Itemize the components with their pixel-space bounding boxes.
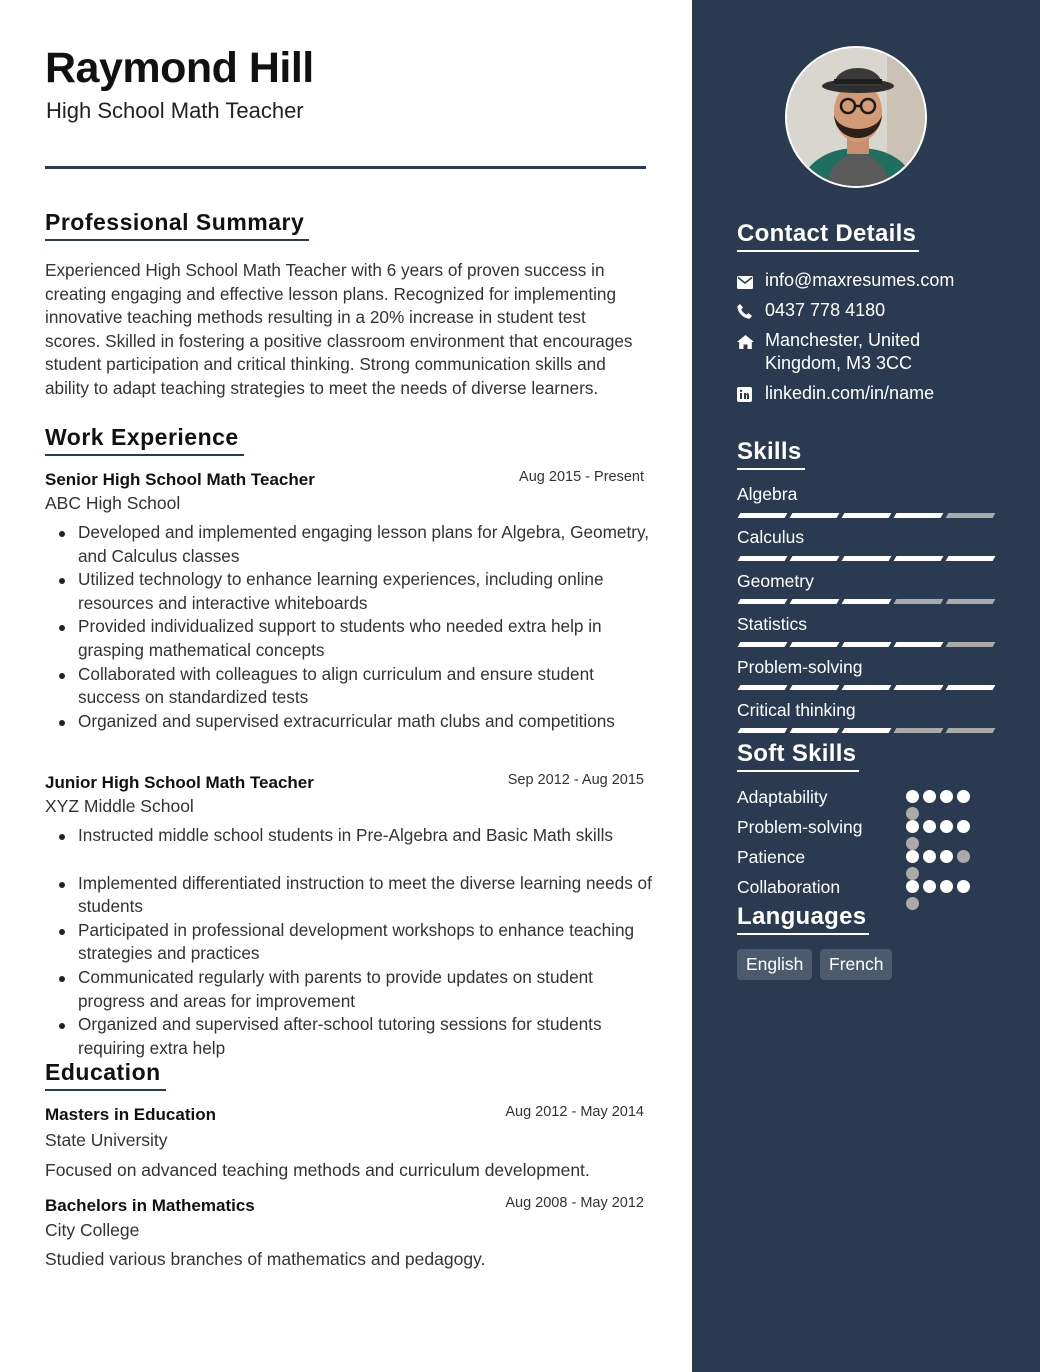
skill-level-segment [842,685,892,690]
address-line: Manchester, United [765,330,921,350]
skill-level-bar [739,642,994,647]
skill-level-segment [894,513,944,518]
education-heading: Education [45,1059,166,1091]
skill-level-segment [790,685,840,690]
rating-dot [940,880,953,893]
header-divider [45,166,646,169]
rating-dot [906,790,919,803]
degree-dates: Aug 2012 - May 2014 [505,1104,644,1120]
job-bullet: Organized and supervised after-school tutoring sessions for students requiring extra help [78,1013,653,1060]
job-bullet: Utilized technology to enhance learning experiences, including online resources and interactive whiteboards [78,568,653,615]
contact-phone-text: 0437 778 4180 [765,300,886,320]
skill-level-segment [738,513,788,518]
summary-text: Experienced High School Math Teacher with 6 years of proven success in creating engaging and effective lesson plans. Recognized for implementing innovative teaching methods resulting in a 20% increase in student test scores. Skilled in fostering a positive classroom environment that encourages student participation and critical thinking. Strong communication skills and ability to adapt teaching strategies to meet the needs of diverse learners. [45,260,633,398]
soft-skill-rating [906,820,978,850]
job-title: Junior High School Math Teacher [45,773,314,792]
skill-level-bar [739,728,994,733]
job-bullets [78,521,653,733]
skill-level-segment [946,642,996,647]
skill-level-segment [790,728,840,733]
rating-dot [923,820,936,833]
contact-phone[interactable] [737,299,885,325]
home-icon [737,329,765,355]
rating-dot [906,820,919,833]
envelope-icon [737,269,765,295]
rating-dot [906,807,919,820]
soft-skill-name: Adaptability [737,787,828,807]
degree-description: Focused on advanced teaching methods and curriculum development. [45,1160,590,1180]
experience-heading: Work Experience [45,424,244,456]
skill-level-segment [946,685,996,690]
soft-skill-rating [906,850,978,880]
candidate-name: Raymond Hill [45,44,314,92]
contact-email-text: info@maxresumes.com [765,270,955,290]
skill-level-segment [946,556,996,561]
skill-level-segment [894,599,944,604]
job-title: Senior High School Math Teacher [45,470,315,489]
skill-level-segment [790,599,840,604]
soft-skill-rating [906,790,978,820]
language-chip: French [820,949,892,980]
soft-skill-name: Patience [737,847,806,867]
skill-name: Problem-solving [737,657,863,677]
skill-level-segment [842,728,892,733]
skill-level-segment [738,728,788,733]
contact-address [737,329,920,375]
contact-heading: Contact Details [737,220,919,252]
job-bullet: Communicated regularly with parents to provide updates on student progress and areas for improvement [78,966,653,1013]
soft-skill-rating [906,880,978,910]
contact-email[interactable] [737,269,954,295]
rating-dot [957,820,970,833]
skill-level-bar [739,599,994,604]
skill-level-segment [842,556,892,561]
degree-dates: Aug 2008 - May 2012 [505,1195,644,1211]
skill-level-segment [738,642,788,647]
skill-level-bar [739,685,994,690]
skill-level-bar [739,556,994,561]
summary-heading: Professional Summary [45,209,309,241]
job-bullet: Collaborated with colleagues to align curriculum and ensure student success on standardized tests [78,663,653,710]
rating-dot [906,867,919,880]
rating-dot [940,850,953,863]
address-line: Kingdom, M3 3CC [765,353,913,373]
skill-level-segment [842,513,892,518]
soft-skill-name: Collaboration [737,877,841,897]
language-chip: English [737,949,812,980]
contact-linkedin-text: linkedin.com/in/name [765,383,935,403]
job-bullet: Organized and supervised extracurricular math clubs and competitions [78,710,653,734]
rating-dot [906,837,919,850]
rating-dot [940,790,953,803]
skill-level-segment [894,685,944,690]
rating-dot [906,850,919,863]
profile-photo [785,46,927,188]
job-employer: XYZ Middle School [45,796,194,816]
skill-level-bar [739,513,994,518]
rating-dot [906,897,919,910]
job-employer: ABC High School [45,493,181,513]
soft-skills-heading: Soft Skills [737,740,859,772]
job-bullets [78,824,653,1060]
job-dates: Aug 2015 - Present [519,469,644,485]
school-name: State University [45,1130,168,1150]
contact-address-text [765,329,920,375]
skill-name: Critical thinking [737,700,856,720]
skill-level-segment [738,556,788,561]
job-bullet: Provided individualized support to students who needed extra help in grasping mathematical concepts [78,615,653,662]
rating-dot [923,790,936,803]
skill-name: Algebra [737,484,798,504]
job-bullet: Instructed middle school students in Pre-Algebra and Basic Math skills [78,824,653,848]
skill-level-segment [894,728,944,733]
job-bullet: Implemented differentiated instruction to meet the diverse learning needs of students [78,872,653,919]
skill-level-segment [946,599,996,604]
skill-name: Calculus [737,527,805,547]
degree-title: Bachelors in Mathematics [45,1196,255,1215]
skill-level-segment [738,685,788,690]
rating-dot [906,880,919,893]
skill-level-segment [842,642,892,647]
soft-skill-name: Problem-solving [737,817,863,837]
skill-level-segment [738,599,788,604]
school-name: City College [45,1220,140,1240]
skill-level-segment [842,599,892,604]
skill-level-segment [894,556,944,561]
languages-heading: Languages [737,903,869,935]
skill-level-segment [790,642,840,647]
skills-heading: Skills [737,438,805,470]
contact-linkedin[interactable] [737,382,934,408]
skill-level-segment [946,513,996,518]
job-dates: Sep 2012 - Aug 2015 [507,772,644,788]
degree-title: Masters in Education [45,1105,216,1124]
rating-dot [957,850,970,863]
skill-level-segment [946,728,996,733]
skill-name: Statistics [737,614,808,634]
rating-dot [957,790,970,803]
rating-dot [923,880,936,893]
degree-description: Studied various branches of mathematics and pedagogy. [45,1249,486,1269]
job-bullet: Developed and implemented engaging lesson plans for Algebra, Geometry, and Calculus classes [78,521,653,568]
skill-name: Geometry [737,571,814,591]
linkedin-icon [737,382,765,408]
skill-level-segment [790,556,840,561]
candidate-role: High School Math Teacher [46,98,304,123]
job-bullet: Participated in professional development workshops to enhance teaching strategies and practices [78,919,653,966]
skill-level-segment [894,642,944,647]
rating-dot [923,850,936,863]
skill-level-segment [790,513,840,518]
phone-icon [737,299,765,325]
rating-dot [940,820,953,833]
rating-dot [957,880,970,893]
